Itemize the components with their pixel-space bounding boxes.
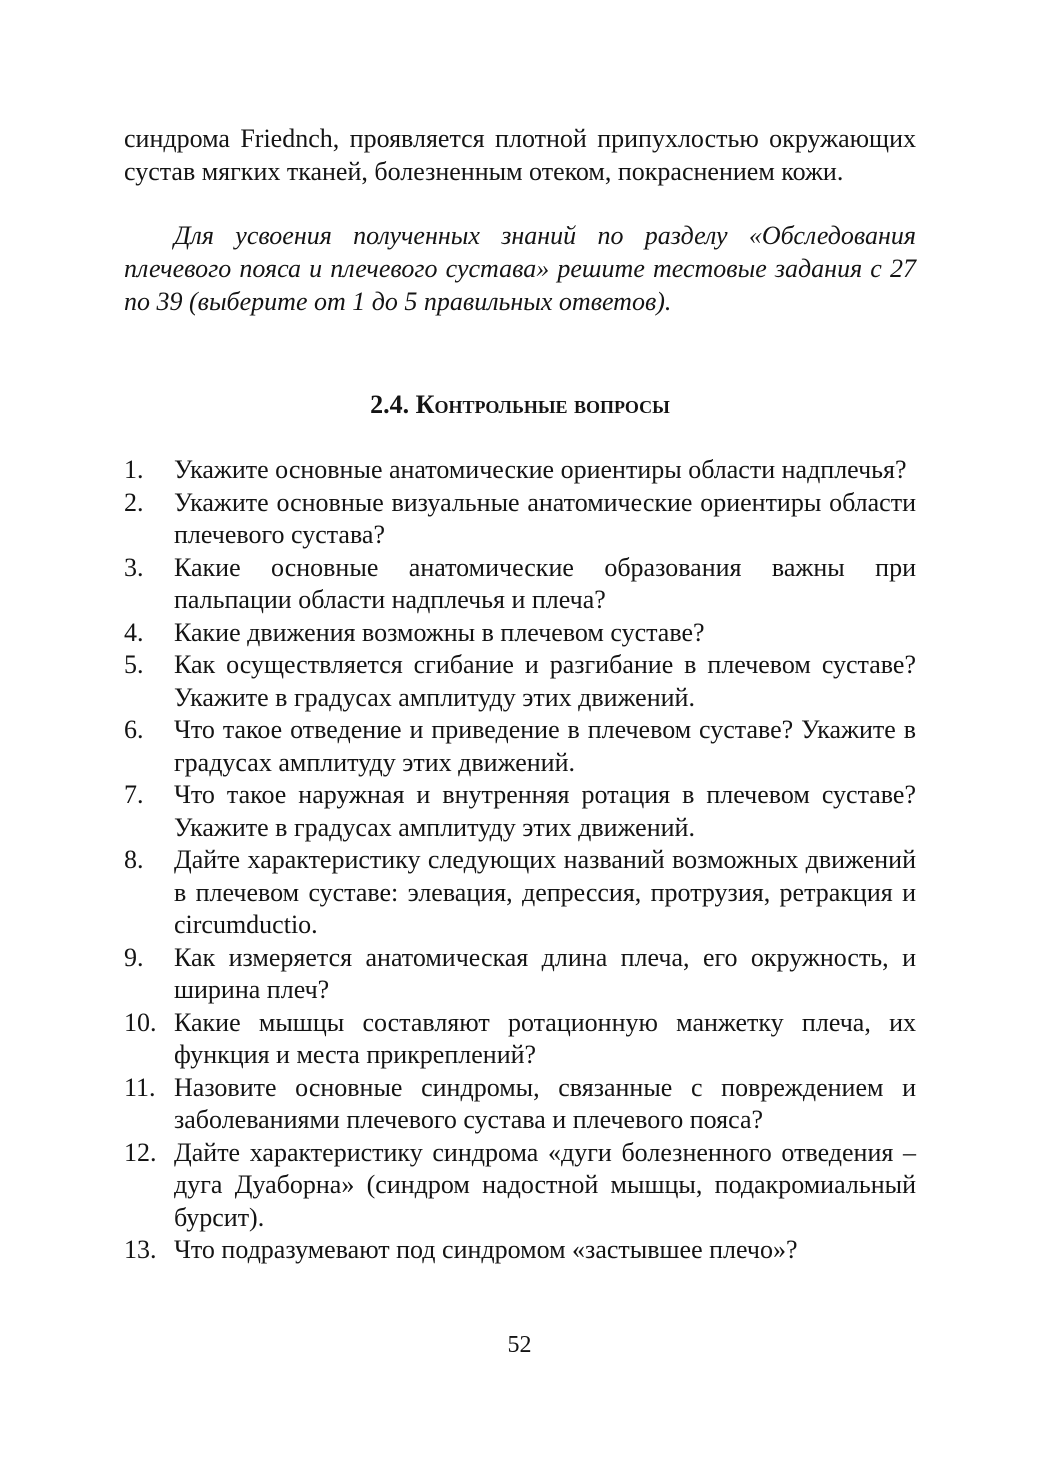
question-number: 9.: [124, 942, 144, 972]
question-text: Назовите основные синдромы, связанные с повреждением и заболеваниями плечевого сустава и плечевого пояса?: [174, 1072, 916, 1134]
question-text: Укажите основные анатомические ориентиры области надплечья?: [174, 455, 907, 484]
list-item: [124, 1234, 916, 1267]
question-number: 12.: [124, 1137, 157, 1167]
question-text: Что такое наружная и внутренняя ротация в плечевом суставе? Укажите в градусах амплитуду этих движений.: [174, 780, 916, 842]
question-text: Как измеряется анатомическая длина плеча, его окружность, и ширина плеч?: [174, 942, 916, 1004]
list-item: [124, 454, 916, 487]
list-item: [124, 1007, 916, 1072]
question-text: Что такое отведение и приведение в плечевом суставе? Укажите в градусах амплитуду этих движений.: [174, 715, 916, 777]
question-number: 11.: [124, 1072, 156, 1102]
question-number: 6.: [124, 715, 144, 744]
list-item: [124, 942, 916, 1007]
question-number: 4.: [124, 617, 144, 647]
intro-paragraph: синдрома Friednch, проявляется плотной припухлостью окружающих сустав мягких тканей, болезненным отеком, покраснением кожи.: [124, 124, 916, 186]
page-number: 52: [507, 1332, 532, 1358]
questions-list: [124, 454, 916, 1267]
list-item: [124, 649, 916, 714]
question-text: Как осуществляется сгибание и разгибание в плечевом суставе? Укажите в градусах амплитуду этих движений.: [174, 650, 916, 712]
list-item: [124, 779, 916, 844]
question-number: 3.: [124, 552, 144, 582]
question-number: 2.: [124, 487, 144, 517]
section-heading: 2.4. Контрольные вопросы: [370, 390, 670, 419]
question-text: Какие движения возможны в плечевом суставе?: [174, 617, 705, 647]
question-text: Укажите основные визуальные анатомические ориентиры области плечевого сустава?: [174, 487, 916, 549]
question-number: 7.: [124, 780, 144, 809]
question-text: Какие основные анатомические образования важны при пальпации области надплечья и плеча?: [174, 552, 916, 614]
question-number: 10.: [124, 1007, 157, 1037]
list-item: [124, 714, 916, 779]
question-number: 5.: [124, 650, 144, 679]
question-text: Что подразумевают под синдромом «застывшее плечо»?: [174, 1235, 798, 1264]
question-text: Дайте характеристику синдрома «дуги болезненного отведения – дуга Дуаборна» (синдром надостной мышцы, подакромиальный бурсит).: [174, 1137, 916, 1232]
list-item: [124, 1137, 916, 1235]
question-text: Дайте характеристику следующих названий возможных движений в плечевом суставе: элевация, депрессия, протрузия, ретракция и circumductio.: [174, 845, 916, 939]
list-item: [124, 487, 916, 552]
list-item: [124, 617, 916, 650]
list-item: [124, 844, 916, 942]
question-number: 8.: [124, 845, 144, 874]
list-item: [124, 1072, 916, 1137]
list-item: [124, 552, 916, 617]
question-text: Какие мышцы составляют ротационную манжетку плеча, их функция и места прикреплений?: [174, 1007, 916, 1069]
question-number: 13.: [124, 1235, 157, 1264]
question-number: 1.: [124, 455, 144, 484]
task-paragraph: Для усвоения полученных знаний по разделу «Обследования плечевого пояса и плечевого сустава» решите тестовые задания с 27 по 39 (выберите от 1 до 5 правильных ответов).: [124, 221, 916, 316]
page-content: [124, 122, 916, 1267]
